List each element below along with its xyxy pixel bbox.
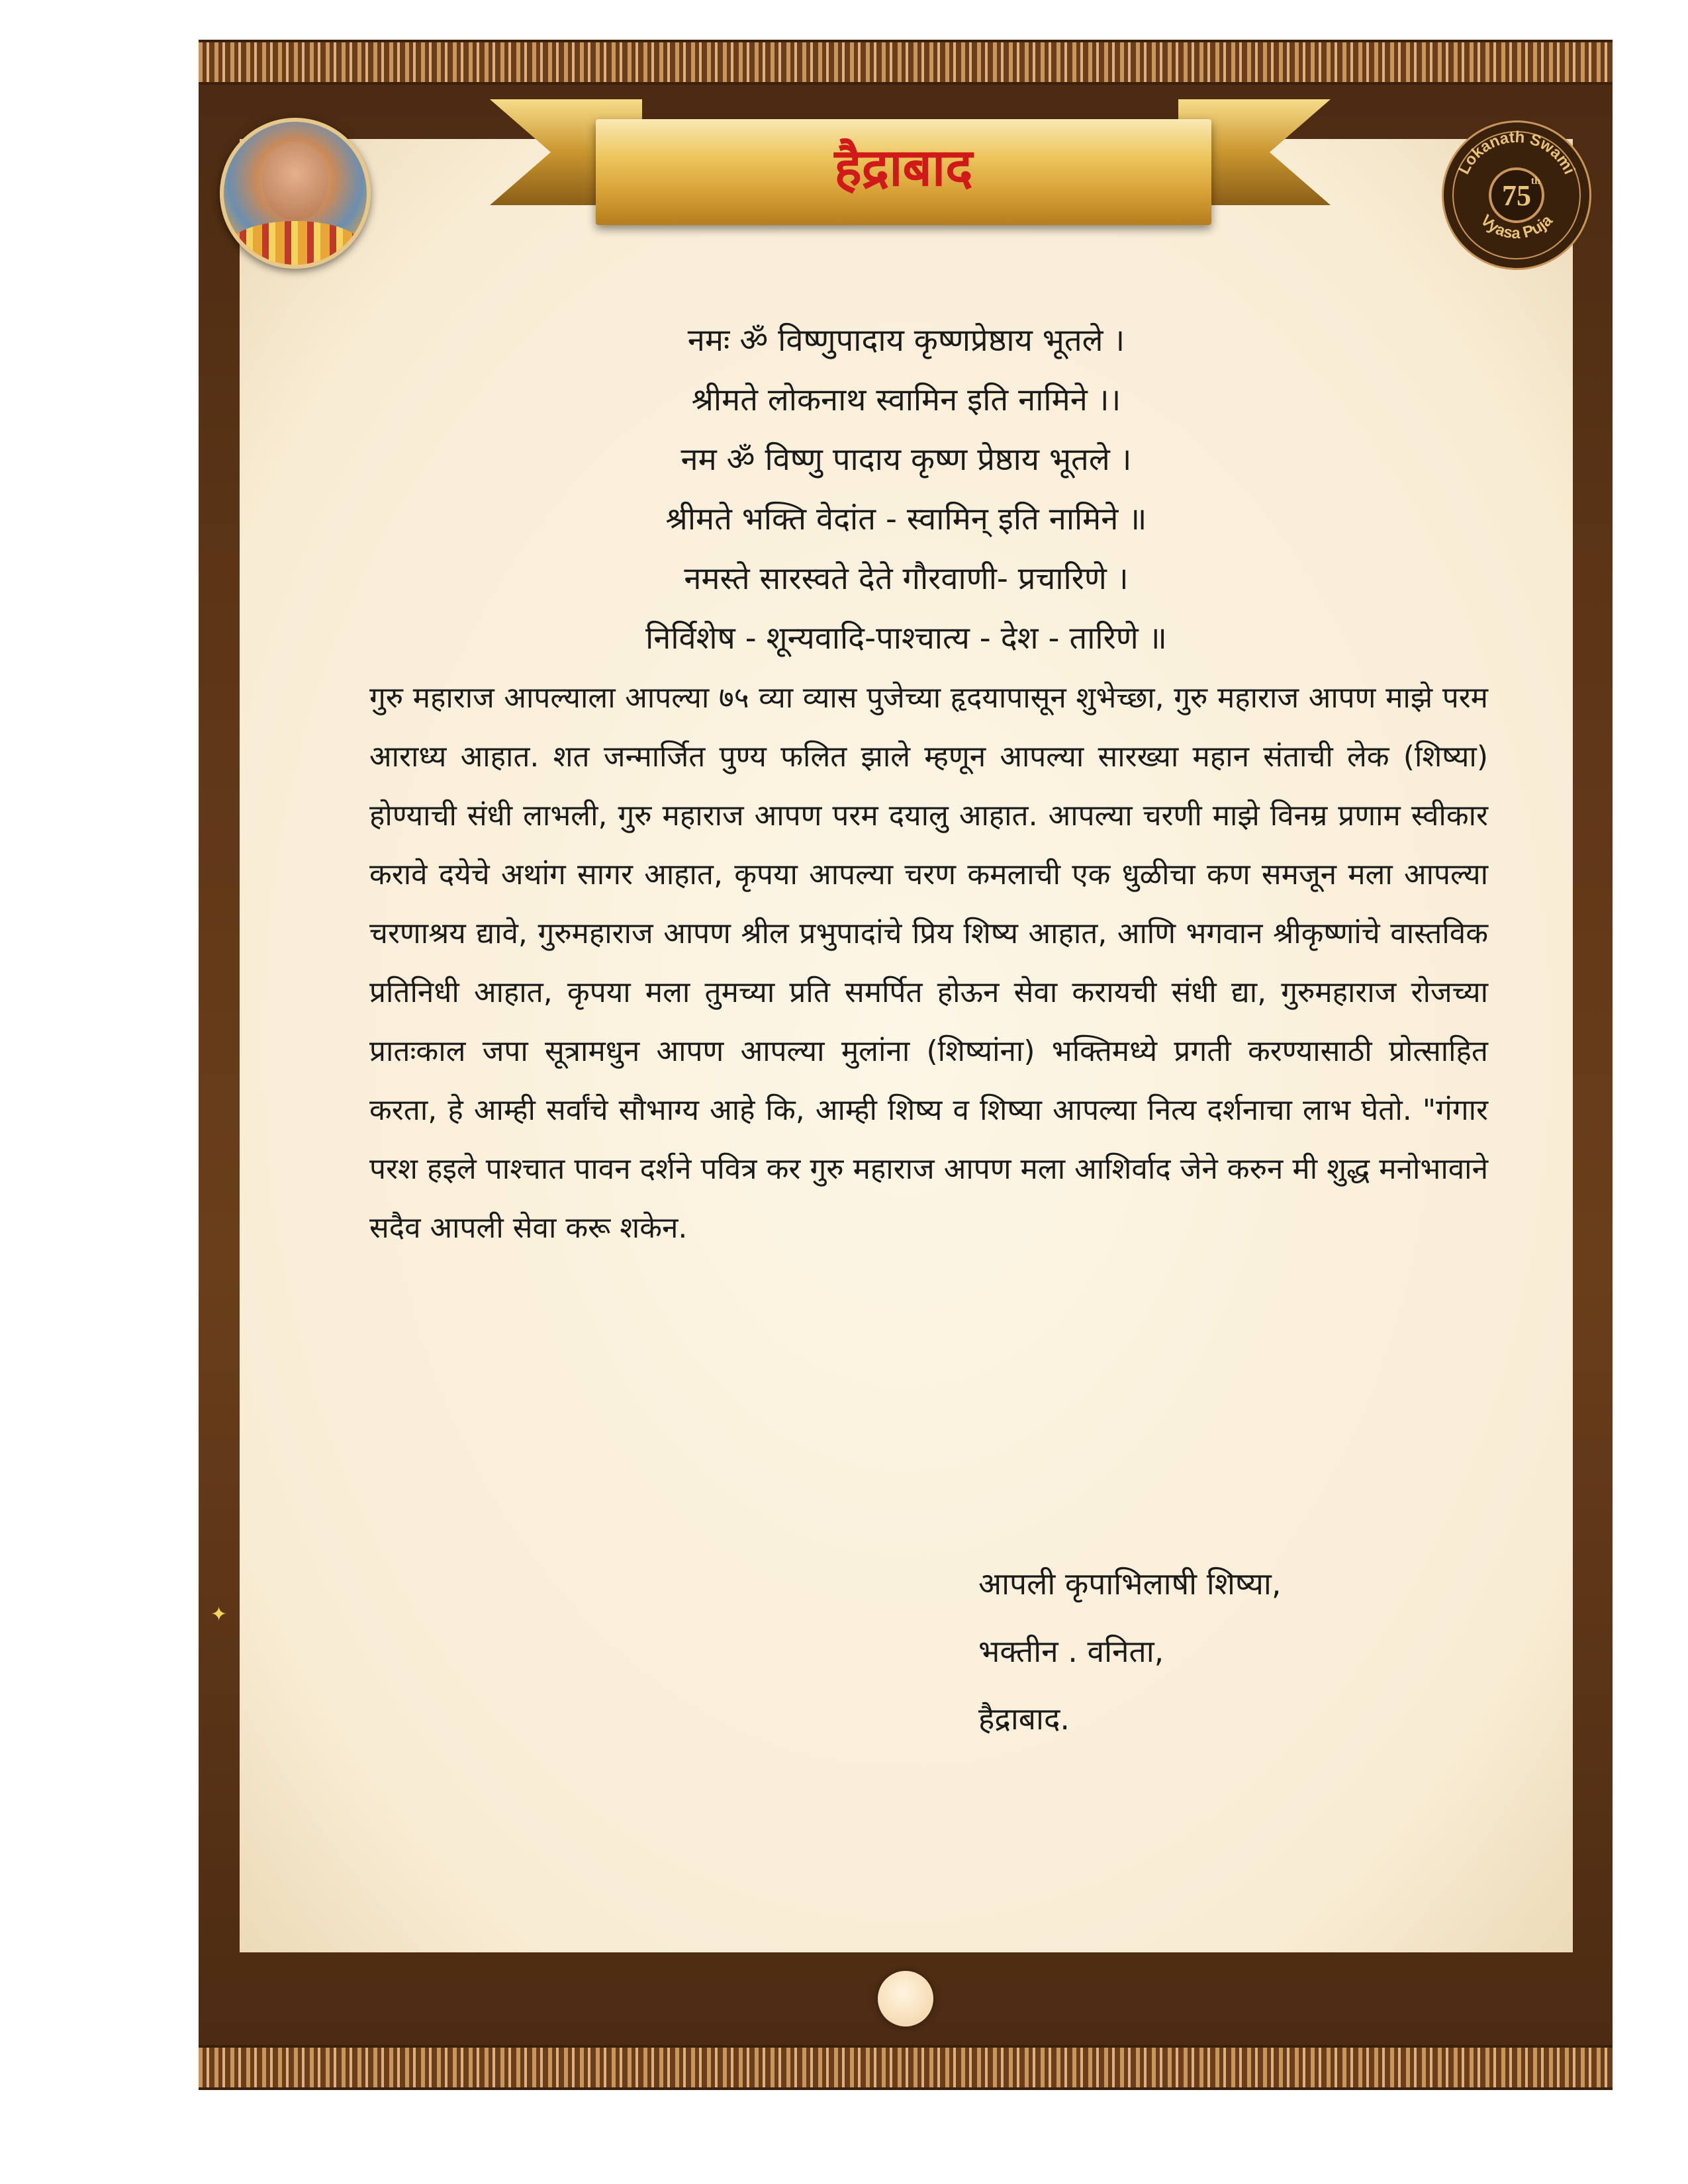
verse-line: निर्विशेष - शून्यवादि-पाश्चात्य - देश - तारिणे ॥ [645,620,1167,657]
verse-line: नमस्ते सारस्वते देते गौरवाणी- प्रचारिणे । [684,561,1129,597]
bottom-border-ornament [199,2045,1613,2090]
verse-line: नमः ॐ विष्णुपादाय कृष्णप्रेष्ठाय भूतले । [687,322,1125,359]
signature-line: भक्तीन . वनिता, [978,1633,1164,1669]
title-ribbon [596,119,1211,225]
offering-paragraph: गुरु महाराज आपल्याला आपल्या ७५ व्या व्यास पुजेच्या हृदयापासून शुभेच्छा, गुरु महाराज आपण माझे परम आराध्य आहात. शत जन्मार्जित पुण्य फलित झाले म्हणून आपल्या सारख्या महान संताची लेक (शिष्या) होण्याची संधी लाभली, गुरु महाराज आपण परम दयालु आहात. आपल्या चरणी माझे विनम्र प्रणाम स्वीकार करावे दयेचे अथांग सागर आहात, कृपया आपल्या चरण कमलाची एक धुळीचा कण समजून मला आपल्या चरणाश्रय द्यावे, गुरुमहाराज आपण श्रील प्रभुपादांचे प्रिय शिष्य आहात, आणि भगवान श्रीकृष्णांचे वास्तविक प्रतिनिधी आहात, कृपया मला तुमच्या प्रति समर्पित होऊन सेवा करायची संधी द्या, गुरुमहाराज रोजच्या प्रातःकाल जपा सूत्रामधुन आपण आपल्या मुलांना (शिष्यांना) भक्तिमध्ये प्रगती करण्यासाठी प्रोत्साहित करता, हे आम्ही सर्वांचे सौभाग्य आहे कि, आम्ही शिष्य व शिष्या आपल्या नित्य दर्शनाचा लाभ घेतो. "गंगार परश हइले पाश्चात पावन दर्शने पवित्र कर गुरु महाराज आपण मला आशिर्वाद जेने करुन मी शुद्ध मनोभावाने सदैव आपली सेवा करू शकेन. [369,681,1488,1245]
signature-block [978,1550,1281,1752]
page-title: हैद्राबाद [834,138,973,198]
logo-text: Lokanath Swami [1454,128,1579,177]
verse-line: श्रीमते लोकनाथ स्वामिन इति नामिने ।। [691,382,1121,418]
guru-photo [220,118,371,269]
logo-number-ring [1489,167,1544,223]
sparkle-icon: ✦ [211,1603,228,1626]
top-border-ornament [199,40,1613,85]
verse-block [240,311,1573,668]
bottom-ornament-knob [878,1971,933,2026]
verse-line: नम ॐ विष्णु पादाय कृष्ण प्रेष्ठाय भूतले । [680,441,1132,478]
logo-number: 75 [1502,179,1531,212]
logo-sup: th [1530,175,1540,187]
verse-line: श्रीमते भक्ति वेदांत - स्वामिन् इति नामिने ॥ [665,501,1147,537]
signature-line: हैद्राबाद. [978,1701,1070,1737]
signature-line: आपली कृपाभिलाषी शिष्या, [978,1566,1282,1602]
logo-sub: Vyasa Puja [1477,211,1556,243]
vyasa-puja-logo [1442,120,1591,270]
